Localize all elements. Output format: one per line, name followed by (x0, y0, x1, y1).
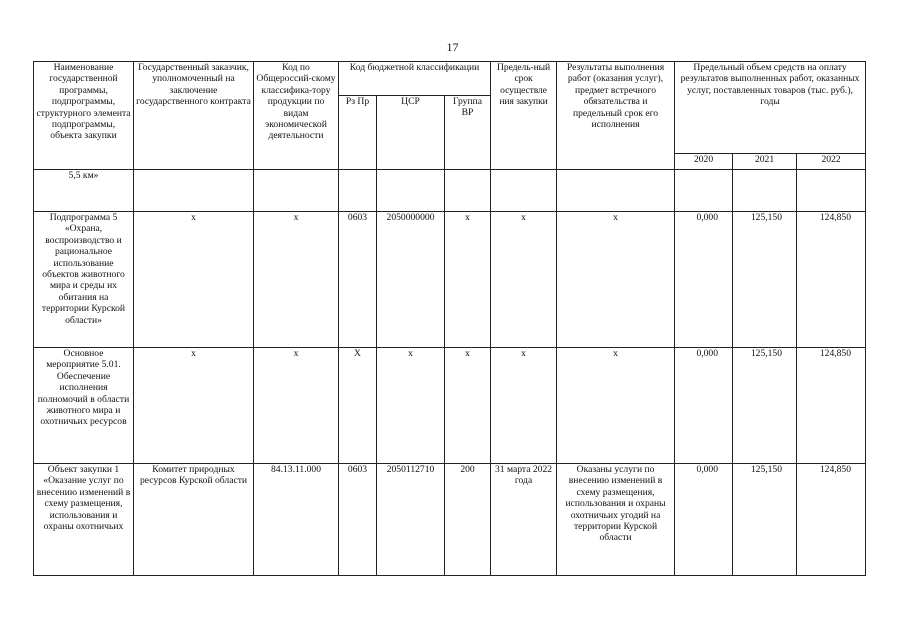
row-okpd: х (254, 212, 339, 348)
row-customer: Комитет природных ресурсов Курской области (134, 464, 254, 576)
header-results: Результаты выполнения работ (оказания услуг), предмет встречного обязательства и предельный срок его исполнения (557, 62, 675, 170)
row-name: Основное мероприятие 5.01. Обеспечение исполнения полномочий в области животного мира и охотничьих ресурсов (34, 348, 134, 464)
row-okpd: х (254, 348, 339, 464)
row-2021: 125,150 (733, 464, 797, 576)
header-rz-pr: Рз Пр (339, 96, 377, 170)
row-name: Объект закупки 1 «Оказание услуг по внесению изменений в схему размещения, использования и охраны охотничьих (34, 464, 134, 576)
row-results: Оказаны услуги по внесению изменений в схему размещения, использования и охраны охотничьих угодий на территории Курской области (557, 464, 675, 576)
header-customer: Государственный заказчик, уполномоченный на заключение государственного контракта (134, 62, 254, 170)
row-deadline (491, 170, 557, 212)
row-results (557, 170, 675, 212)
table-row (34, 348, 866, 464)
row-name: Подпрограмма 5 «Охрана, воспроизводство и рациональное использование объектов животного мира и среды их обитания на территории Курской области» (34, 212, 134, 348)
row-2022: 124,850 (797, 212, 866, 348)
row-rz-pr: 0603 (339, 212, 377, 348)
row-group-vr: 200 (445, 464, 491, 576)
header-csr: ЦСР (377, 96, 445, 170)
row-customer: х (134, 348, 254, 464)
row-2021: 125,150 (733, 212, 797, 348)
row-2022: 124,850 (797, 464, 866, 576)
row-rz-pr: 0603 (339, 464, 377, 576)
header-okpd: Код по Общероссий-скому классифика-тору продукции по видам экономической деятельности (254, 62, 339, 170)
header-amount: Предельный объем средств на оплату результатов выполненных работ, оказанных услуг, поставленных товаров (тыс. руб.), годы (675, 62, 866, 154)
row-2022: 124,850 (797, 348, 866, 464)
row-okpd (254, 170, 339, 212)
row-results: х (557, 348, 675, 464)
header-year-2020: 2020 (675, 154, 733, 170)
row-2020: 0,000 (675, 348, 733, 464)
row-group-vr: х (445, 348, 491, 464)
row-rz-pr (339, 170, 377, 212)
table-row (34, 464, 866, 576)
row-deadline: х (491, 212, 557, 348)
page-number: 17 (446, 40, 459, 54)
header-group-vr: Группа ВР (445, 96, 491, 170)
row-csr (377, 170, 445, 212)
row-rz-pr: Х (339, 348, 377, 464)
row-csr: 2050000000 (377, 212, 445, 348)
row-2021 (733, 170, 797, 212)
row-okpd: 84.13.11.000 (254, 464, 339, 576)
row-customer (134, 170, 254, 212)
row-2022 (797, 170, 866, 212)
header-name: Наименование государственной программы, подпрограммы, структурного элемента подпрограммы, объекта закупки (34, 62, 134, 170)
header-year-2021: 2021 (733, 154, 797, 170)
row-2020: 0,000 (675, 464, 733, 576)
row-group-vr (445, 170, 491, 212)
row-csr: 2050112710 (377, 464, 445, 576)
row-2020 (675, 170, 733, 212)
table-row (34, 212, 866, 348)
row-deadline: х (491, 348, 557, 464)
row-csr: х (377, 348, 445, 464)
row-2020: 0,000 (675, 212, 733, 348)
header-deadline: Предель-ный срок осуществле ния закупки (491, 62, 557, 170)
header-year-2022: 2022 (797, 154, 866, 170)
row-customer: х (134, 212, 254, 348)
procurement-table (33, 61, 866, 576)
row-results: х (557, 212, 675, 348)
row-2021: 125,150 (733, 348, 797, 464)
row-deadline: 31 марта 2022 года (491, 464, 557, 576)
row-name: 5,5 км» (34, 170, 134, 212)
row-group-vr: х (445, 212, 491, 348)
header-budget-code: Код бюджетной классификации (339, 62, 491, 96)
table-row (34, 170, 866, 212)
